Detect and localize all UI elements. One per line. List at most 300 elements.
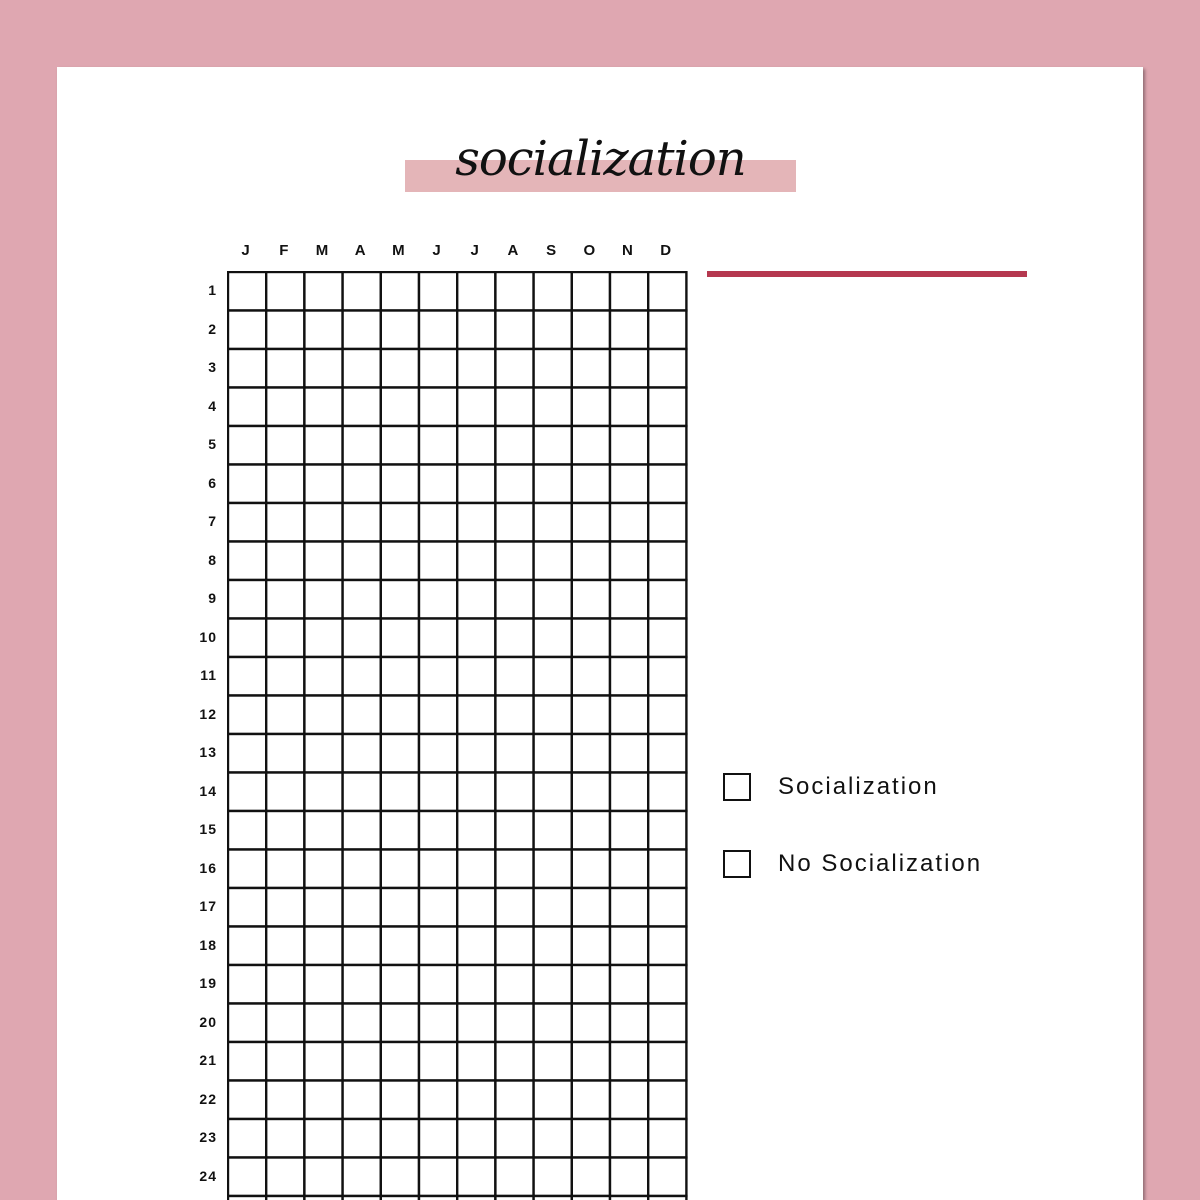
tracker-cell[interactable] — [534, 927, 572, 966]
tracker-cell[interactable] — [610, 388, 648, 427]
tracker-cell[interactable] — [457, 888, 495, 927]
tracker-cell[interactable] — [495, 965, 533, 1004]
tracker-cell[interactable] — [228, 927, 266, 966]
tracker-cell[interactable] — [343, 773, 381, 812]
tracker-cell[interactable] — [495, 272, 533, 311]
tracker-cell[interactable] — [304, 696, 342, 735]
tracker-cell[interactable] — [534, 734, 572, 773]
tracker-cell[interactable] — [381, 311, 419, 350]
legend-checkbox-no-socialization[interactable] — [723, 850, 751, 878]
tracker-cell[interactable] — [343, 580, 381, 619]
tracker-cell[interactable] — [610, 349, 648, 388]
tracker-cell[interactable] — [228, 1158, 266, 1197]
tracker-cell[interactable] — [495, 1119, 533, 1158]
tracker-cell[interactable] — [228, 850, 266, 889]
tracker-cell[interactable] — [534, 1081, 572, 1120]
tracker-cell[interactable] — [343, 965, 381, 1004]
tracker-cell[interactable] — [381, 272, 419, 311]
tracker-cell[interactable] — [610, 580, 648, 619]
tracker-cell[interactable] — [534, 465, 572, 504]
tracker-cell[interactable] — [610, 888, 648, 927]
tracker-cell[interactable] — [304, 272, 342, 311]
tracker-cell[interactable] — [457, 696, 495, 735]
tracker-cell[interactable] — [534, 965, 572, 1004]
tracker-cell[interactable] — [457, 1042, 495, 1081]
tracker-cell[interactable] — [534, 542, 572, 581]
tracker-cell[interactable] — [228, 580, 266, 619]
tracker-cell[interactable] — [495, 888, 533, 927]
tracker-cell[interactable] — [457, 927, 495, 966]
tracker-cell[interactable] — [495, 850, 533, 889]
tracker-cell[interactable] — [343, 888, 381, 927]
tracker-cell[interactable] — [419, 349, 457, 388]
tracker-cell[interactable] — [266, 388, 304, 427]
legend-checkbox-socialization[interactable] — [723, 773, 751, 801]
tracker-cell[interactable] — [610, 1158, 648, 1197]
tracker-cell[interactable] — [648, 388, 686, 427]
tracker-cell[interactable] — [457, 272, 495, 311]
tracker-cell[interactable] — [381, 657, 419, 696]
tracker-cell[interactable] — [419, 1081, 457, 1120]
tracker-cell[interactable] — [343, 1081, 381, 1120]
tracker-cell[interactable] — [304, 1042, 342, 1081]
tracker-cell[interactable] — [495, 503, 533, 542]
tracker-cell[interactable] — [343, 927, 381, 966]
tracker-cell[interactable] — [534, 619, 572, 658]
tracker-cell[interactable] — [304, 580, 342, 619]
tracker-cell[interactable] — [304, 1081, 342, 1120]
tracker-cell[interactable] — [610, 1004, 648, 1043]
tracker-cell[interactable] — [495, 773, 533, 812]
tracker-cell[interactable] — [648, 426, 686, 465]
tracker-cell[interactable] — [266, 1119, 304, 1158]
tracker-cell[interactable] — [419, 465, 457, 504]
tracker-cell[interactable] — [572, 426, 610, 465]
tracker-cell[interactable] — [495, 657, 533, 696]
tracker-cell[interactable] — [534, 1119, 572, 1158]
tracker-cell[interactable] — [648, 850, 686, 889]
tracker-cell[interactable] — [266, 580, 304, 619]
tracker-cell[interactable] — [610, 965, 648, 1004]
tracker-cell[interactable] — [495, 927, 533, 966]
tracker-cell[interactable] — [572, 465, 610, 504]
tracker-cell[interactable] — [381, 1158, 419, 1197]
tracker-cell[interactable] — [343, 1158, 381, 1197]
tracker-cell[interactable] — [457, 773, 495, 812]
tracker-cell[interactable] — [419, 657, 457, 696]
tracker-cell[interactable] — [534, 272, 572, 311]
tracker-cell[interactable] — [648, 1004, 686, 1043]
tracker-cell[interactable] — [610, 811, 648, 850]
tracker-cell[interactable] — [419, 503, 457, 542]
tracker-cell[interactable] — [610, 426, 648, 465]
tracker-cell[interactable] — [648, 888, 686, 927]
tracker-cell[interactable] — [343, 1004, 381, 1043]
tracker-cell[interactable] — [610, 465, 648, 504]
tracker-cell[interactable] — [304, 542, 342, 581]
tracker-cell[interactable] — [457, 542, 495, 581]
tracker-cell[interactable] — [228, 619, 266, 658]
tracker-cell[interactable] — [381, 388, 419, 427]
tracker-cell[interactable] — [419, 1042, 457, 1081]
tracker-cell[interactable] — [304, 619, 342, 658]
tracker-cell[interactable] — [343, 1119, 381, 1158]
tracker-cell[interactable] — [266, 503, 304, 542]
tracker-cell[interactable] — [495, 1004, 533, 1043]
tracker-cell[interactable] — [343, 619, 381, 658]
tracker-cell[interactable] — [495, 1042, 533, 1081]
tracker-cell[interactable] — [572, 696, 610, 735]
tracker-cell[interactable] — [457, 657, 495, 696]
tracker-cell[interactable] — [381, 734, 419, 773]
tracker-cell[interactable] — [648, 465, 686, 504]
tracker-cell[interactable] — [648, 927, 686, 966]
tracker-cell[interactable] — [457, 965, 495, 1004]
tracker-cell[interactable] — [534, 1158, 572, 1197]
tracker-cell[interactable] — [648, 580, 686, 619]
tracker-cell[interactable] — [648, 696, 686, 735]
tracker-cell[interactable] — [534, 888, 572, 927]
tracker-cell[interactable] — [304, 426, 342, 465]
tracker-cell[interactable] — [419, 311, 457, 350]
tracker-cell[interactable] — [534, 349, 572, 388]
tracker-cell[interactable] — [419, 1196, 457, 1200]
tracker-cell[interactable] — [495, 811, 533, 850]
tracker-cell[interactable] — [648, 349, 686, 388]
tracker-cell[interactable] — [610, 850, 648, 889]
tracker-cell[interactable] — [266, 619, 304, 658]
tracker-cell[interactable] — [457, 465, 495, 504]
tracker-cell[interactable] — [266, 965, 304, 1004]
tracker-cell[interactable] — [419, 888, 457, 927]
tracker-cell[interactable] — [572, 542, 610, 581]
tracker-cell[interactable] — [343, 696, 381, 735]
tracker-cell[interactable] — [534, 657, 572, 696]
tracker-cell[interactable] — [610, 1042, 648, 1081]
tracker-cell[interactable] — [419, 773, 457, 812]
tracker-cell[interactable] — [266, 426, 304, 465]
tracker-cell[interactable] — [457, 850, 495, 889]
tracker-cell[interactable] — [381, 1004, 419, 1043]
tracker-cell[interactable] — [534, 388, 572, 427]
tracker-cell[interactable] — [572, 1196, 610, 1200]
tracker-cell[interactable] — [419, 272, 457, 311]
tracker-cell[interactable] — [228, 888, 266, 927]
tracker-cell[interactable] — [572, 965, 610, 1004]
tracker-cell[interactable] — [228, 1042, 266, 1081]
tracker-cell[interactable] — [610, 1081, 648, 1120]
tracker-cell[interactable] — [304, 1004, 342, 1043]
tracker-cell[interactable] — [648, 311, 686, 350]
tracker-cell[interactable] — [572, 1081, 610, 1120]
tracker-cell[interactable] — [266, 1004, 304, 1043]
tracker-cell[interactable] — [419, 734, 457, 773]
tracker-cell[interactable] — [228, 388, 266, 427]
tracker-cell[interactable] — [228, 734, 266, 773]
tracker-cell[interactable] — [457, 619, 495, 658]
tracker-cell[interactable] — [381, 580, 419, 619]
tracker-cell[interactable] — [534, 1004, 572, 1043]
tracker-cell[interactable] — [228, 696, 266, 735]
tracker-cell[interactable] — [572, 580, 610, 619]
tracker-cell[interactable] — [648, 1042, 686, 1081]
tracker-cell[interactable] — [381, 850, 419, 889]
tracker-cell[interactable] — [228, 311, 266, 350]
tracker-cell[interactable] — [648, 1196, 686, 1200]
tracker-cell[interactable] — [266, 888, 304, 927]
tracker-cell[interactable] — [304, 503, 342, 542]
tracker-cell[interactable] — [610, 1119, 648, 1158]
tracker-cell[interactable] — [228, 503, 266, 542]
tracker-cell[interactable] — [266, 272, 304, 311]
tracker-cell[interactable] — [228, 465, 266, 504]
tracker-cell[interactable] — [610, 503, 648, 542]
tracker-cell[interactable] — [610, 1196, 648, 1200]
tracker-cell[interactable] — [534, 811, 572, 850]
tracker-cell[interactable] — [419, 696, 457, 735]
tracker-cell[interactable] — [610, 311, 648, 350]
tracker-cell[interactable] — [266, 542, 304, 581]
tracker-cell[interactable] — [266, 1081, 304, 1120]
tracker-cell[interactable] — [343, 388, 381, 427]
tracker-cell[interactable] — [304, 1119, 342, 1158]
tracker-cell[interactable] — [228, 426, 266, 465]
tracker-cell[interactable] — [610, 542, 648, 581]
tracker-cell[interactable] — [495, 388, 533, 427]
tracker-cell[interactable] — [648, 657, 686, 696]
tracker-cell[interactable] — [572, 888, 610, 927]
tracker-cell[interactable] — [610, 657, 648, 696]
tracker-cell[interactable] — [610, 927, 648, 966]
tracker-cell[interactable] — [343, 850, 381, 889]
tracker-cell[interactable] — [304, 965, 342, 1004]
tracker-cell[interactable] — [304, 811, 342, 850]
tracker-cell[interactable] — [610, 619, 648, 658]
tracker-cell[interactable] — [648, 773, 686, 812]
tracker-cell[interactable] — [228, 349, 266, 388]
tracker-cell[interactable] — [381, 349, 419, 388]
tracker-cell[interactable] — [495, 580, 533, 619]
tracker-cell[interactable] — [266, 811, 304, 850]
tracker-cell[interactable] — [648, 1081, 686, 1120]
tracker-cell[interactable] — [304, 773, 342, 812]
tracker-cell[interactable] — [381, 619, 419, 658]
tracker-cell[interactable] — [572, 773, 610, 812]
tracker-cell[interactable] — [648, 965, 686, 1004]
tracker-cell[interactable] — [343, 734, 381, 773]
tracker-cell[interactable] — [534, 850, 572, 889]
tracker-cell[interactable] — [343, 465, 381, 504]
tracker-cell[interactable] — [343, 272, 381, 311]
tracker-cell[interactable] — [457, 1196, 495, 1200]
tracker-cell[interactable] — [304, 850, 342, 889]
tracker-cell[interactable] — [457, 311, 495, 350]
tracker-cell[interactable] — [572, 811, 610, 850]
tracker-cell[interactable] — [648, 1119, 686, 1158]
tracker-cell[interactable] — [572, 619, 610, 658]
tracker-cell[interactable] — [304, 388, 342, 427]
tracker-cell[interactable] — [534, 1042, 572, 1081]
tracker-cell[interactable] — [419, 580, 457, 619]
tracker-cell[interactable] — [266, 1158, 304, 1197]
tracker-cell[interactable] — [343, 349, 381, 388]
tracker-cell[interactable] — [381, 426, 419, 465]
tracker-cell[interactable] — [228, 657, 266, 696]
tracker-cell[interactable] — [304, 657, 342, 696]
tracker-cell[interactable] — [419, 850, 457, 889]
tracker-cell[interactable] — [572, 272, 610, 311]
tracker-cell[interactable] — [572, 927, 610, 966]
tracker-cell[interactable] — [495, 1081, 533, 1120]
tracker-cell[interactable] — [495, 311, 533, 350]
tracker-cell[interactable] — [381, 1119, 419, 1158]
tracker-cell[interactable] — [457, 580, 495, 619]
tracker-cell[interactable] — [343, 542, 381, 581]
tracker-cell[interactable] — [534, 311, 572, 350]
tracker-cell[interactable] — [304, 465, 342, 504]
tracker-cell[interactable] — [457, 1119, 495, 1158]
tracker-cell[interactable] — [419, 1119, 457, 1158]
tracker-cell[interactable] — [572, 311, 610, 350]
tracker-cell[interactable] — [610, 696, 648, 735]
tracker-cell[interactable] — [304, 927, 342, 966]
tracker-cell[interactable] — [381, 465, 419, 504]
tracker-cell[interactable] — [610, 734, 648, 773]
tracker-cell[interactable] — [228, 542, 266, 581]
tracker-cell[interactable] — [343, 311, 381, 350]
tracker-cell[interactable] — [572, 850, 610, 889]
tracker-cell[interactable] — [228, 1004, 266, 1043]
tracker-cell[interactable] — [534, 1196, 572, 1200]
tracker-cell[interactable] — [228, 1119, 266, 1158]
tracker-cell[interactable] — [457, 426, 495, 465]
tracker-cell[interactable] — [381, 696, 419, 735]
tracker-cell[interactable] — [266, 734, 304, 773]
tracker-cell[interactable] — [228, 272, 266, 311]
tracker-cell[interactable] — [610, 272, 648, 311]
tracker-cell[interactable] — [266, 850, 304, 889]
tracker-cell[interactable] — [572, 657, 610, 696]
tracker-cell[interactable] — [534, 426, 572, 465]
tracker-cell[interactable] — [228, 811, 266, 850]
tracker-cell[interactable] — [266, 349, 304, 388]
tracker-cell[interactable] — [572, 1004, 610, 1043]
tracker-cell[interactable] — [304, 888, 342, 927]
tracker-cell[interactable] — [419, 542, 457, 581]
tracker-cell[interactable] — [572, 734, 610, 773]
tracker-cell[interactable] — [648, 1158, 686, 1197]
tracker-cell[interactable] — [419, 965, 457, 1004]
tracker-cell[interactable] — [381, 1196, 419, 1200]
tracker-cell[interactable] — [381, 811, 419, 850]
tracker-cell[interactable] — [495, 696, 533, 735]
tracker-cell[interactable] — [304, 349, 342, 388]
tracker-cell[interactable] — [381, 1042, 419, 1081]
tracker-cell[interactable] — [381, 1081, 419, 1120]
tracker-cell[interactable] — [648, 272, 686, 311]
tracker-cell[interactable] — [266, 696, 304, 735]
tracker-cell[interactable] — [228, 1196, 266, 1200]
tracker-cell[interactable] — [457, 811, 495, 850]
tracker-cell[interactable] — [419, 927, 457, 966]
tracker-cell[interactable] — [343, 503, 381, 542]
tracker-cell[interactable] — [381, 965, 419, 1004]
tracker-cell[interactable] — [343, 657, 381, 696]
tracker-cell[interactable] — [266, 465, 304, 504]
tracker-cell[interactable] — [343, 426, 381, 465]
tracker-cell[interactable] — [534, 696, 572, 735]
tracker-cell[interactable] — [648, 542, 686, 581]
tracker-cell[interactable] — [381, 773, 419, 812]
tracker-cell[interactable] — [495, 426, 533, 465]
tracker-cell[interactable] — [495, 1158, 533, 1197]
tracker-cell[interactable] — [343, 1196, 381, 1200]
tracker-cell[interactable] — [572, 1042, 610, 1081]
tracker-cell[interactable] — [572, 349, 610, 388]
tracker-cell[interactable] — [534, 580, 572, 619]
tracker-cell[interactable] — [457, 1158, 495, 1197]
tracker-cell[interactable] — [266, 1042, 304, 1081]
tracker-cell[interactable] — [495, 1196, 533, 1200]
tracker-cell[interactable] — [266, 311, 304, 350]
tracker-cell[interactable] — [457, 1081, 495, 1120]
tracker-cell[interactable] — [495, 542, 533, 581]
tracker-cell[interactable] — [572, 1158, 610, 1197]
tracker-cell[interactable] — [381, 927, 419, 966]
tracker-cell[interactable] — [304, 1158, 342, 1197]
tracker-cell[interactable] — [381, 888, 419, 927]
tracker-cell[interactable] — [457, 388, 495, 427]
tracker-cell[interactable] — [648, 619, 686, 658]
tracker-cell[interactable] — [495, 465, 533, 504]
tracker-cell[interactable] — [534, 503, 572, 542]
tracker-cell[interactable] — [266, 657, 304, 696]
tracker-cell[interactable] — [343, 811, 381, 850]
tracker-cell[interactable] — [228, 773, 266, 812]
tracker-cell[interactable] — [457, 1004, 495, 1043]
tracker-cell[interactable] — [572, 388, 610, 427]
tracker-cell[interactable] — [648, 811, 686, 850]
tracker-cell[interactable] — [304, 734, 342, 773]
tracker-cell[interactable] — [495, 349, 533, 388]
tracker-cell[interactable] — [648, 503, 686, 542]
tracker-cell[interactable] — [266, 773, 304, 812]
tracker-cell[interactable] — [228, 965, 266, 1004]
tracker-cell[interactable] — [648, 734, 686, 773]
tracker-cell[interactable] — [572, 1119, 610, 1158]
tracker-cell[interactable] — [457, 503, 495, 542]
tracker-cell[interactable] — [419, 426, 457, 465]
tracker-cell[interactable] — [495, 734, 533, 773]
tracker-cell[interactable] — [610, 773, 648, 812]
tracker-cell[interactable] — [419, 388, 457, 427]
tracker-cell[interactable] — [304, 311, 342, 350]
tracker-cell[interactable] — [457, 734, 495, 773]
tracker-cell[interactable] — [457, 349, 495, 388]
tracker-cell[interactable] — [343, 1042, 381, 1081]
tracker-cell[interactable] — [419, 1004, 457, 1043]
tracker-cell[interactable] — [381, 503, 419, 542]
tracker-cell[interactable] — [304, 1196, 342, 1200]
tracker-cell[interactable] — [266, 927, 304, 966]
tracker-cell[interactable] — [228, 1081, 266, 1120]
tracker-cell[interactable] — [419, 1158, 457, 1197]
tracker-cell[interactable] — [572, 503, 610, 542]
tracker-cell[interactable] — [419, 811, 457, 850]
tracker-cell[interactable] — [534, 773, 572, 812]
tracker-cell[interactable] — [266, 1196, 304, 1200]
tracker-cell[interactable] — [419, 619, 457, 658]
